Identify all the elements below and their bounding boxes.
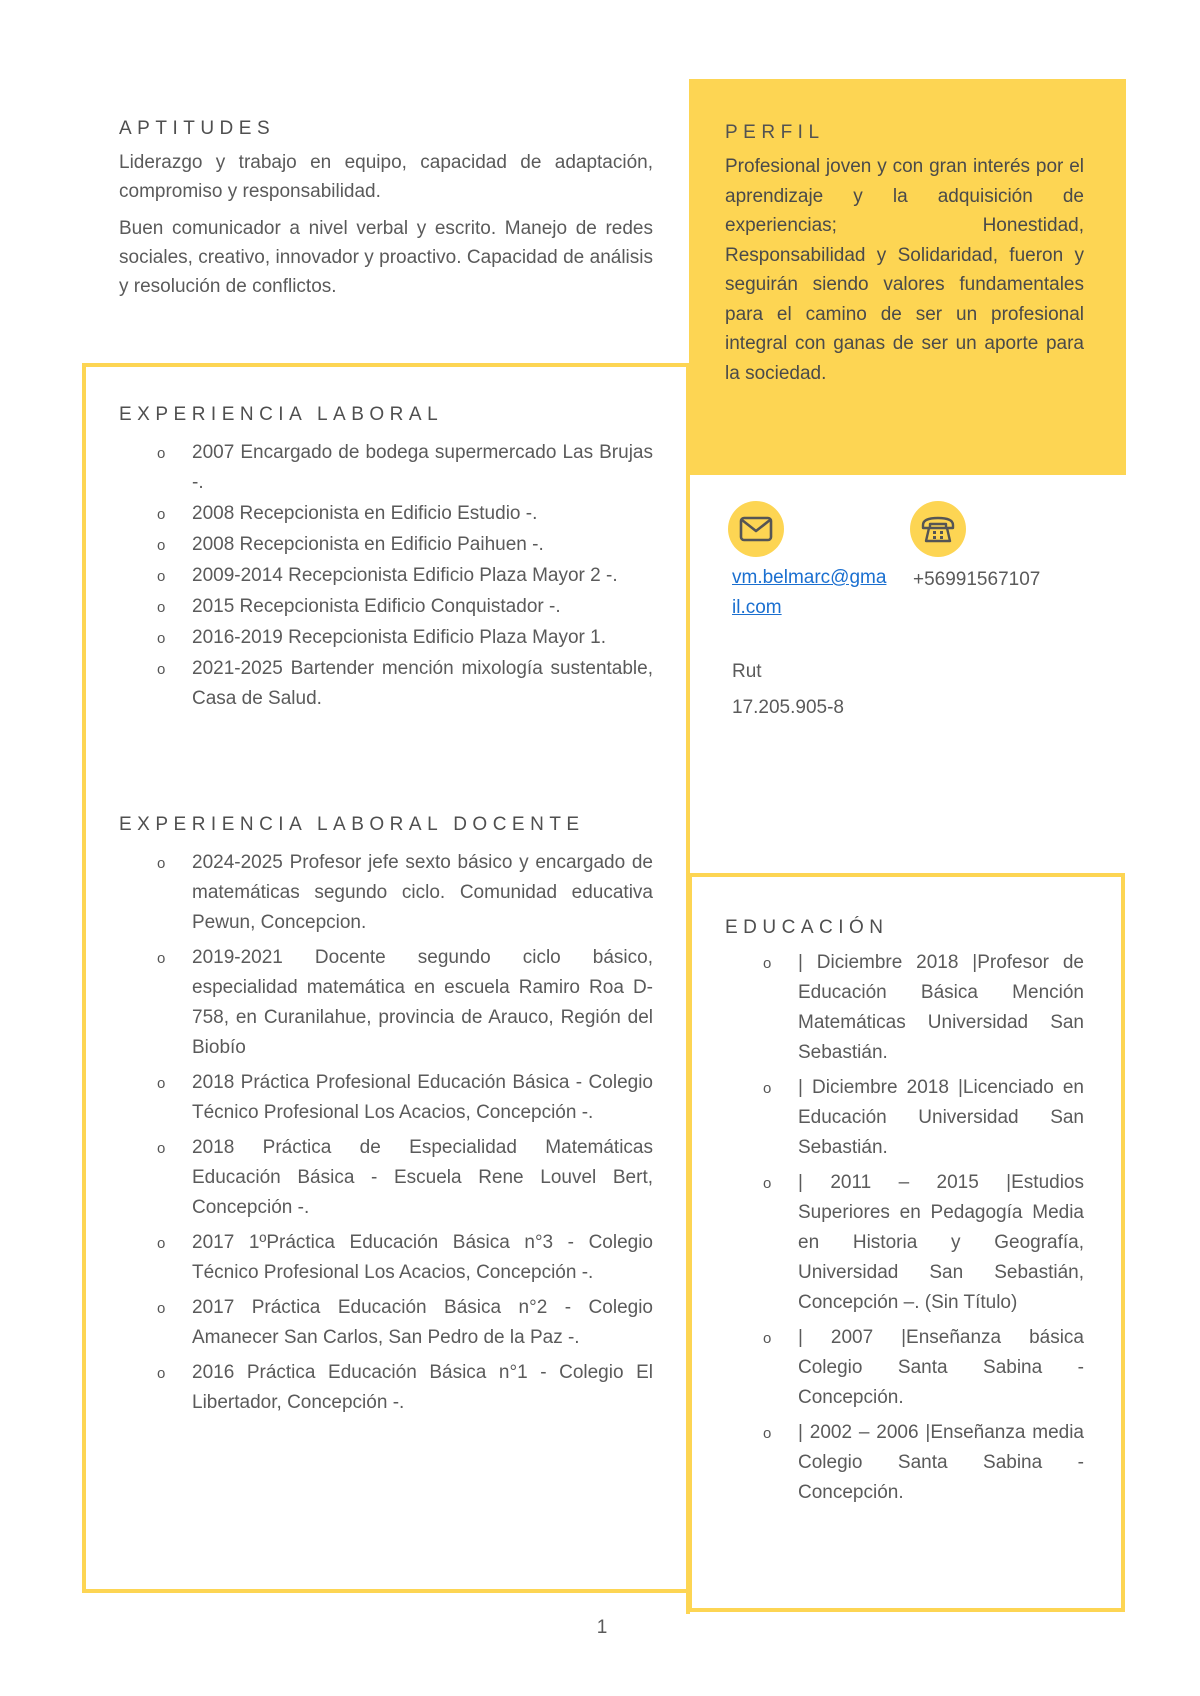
- perfil-heading: PERFIL: [725, 122, 825, 143]
- list-item: o 2019-2021 Docente segundo ciclo básico, especialidad matemática en escuela Ramiro Roa D-758, en Curanilahue, provincia de Arauco, Región del Biobío: [192, 943, 653, 1063]
- aptitudes-heading: APTITUDES: [119, 118, 276, 139]
- list-item: o | 2011 – 2015 |Estudios Superiores en Pedagogía Media en Historia y Geografía, Universidad San Sebastián, Concepción –. (Sin Título): [798, 1168, 1084, 1318]
- list-item: o 2016 Práctica Educación Básica n°1 - Colegio El Libertador, Concepción -.: [192, 1358, 653, 1418]
- aptitudes-paragraph-1: Liderazgo y trabajo en equipo, capacidad de adaptación, compromiso y responsabilidad.: [119, 152, 653, 202]
- list-item: o 2016-2019 Recepcionista Edificio Plaza Mayor 1.: [192, 623, 653, 653]
- list-item: o | 2007 |Enseñanza básica Colegio Santa Sabina - Concepción.: [798, 1323, 1084, 1413]
- list-item: o | Diciembre 2018 |Profesor de Educación Básica Mención Matemáticas Universidad San Sebastián.: [798, 948, 1084, 1068]
- email-link[interactable]: vm.belmarc@gmail.com: [732, 567, 887, 618]
- list-item: o 2015 Recepcionista Edificio Conquistador -.: [192, 592, 653, 622]
- list-item: o | 2002 – 2006 |Enseñanza media Colegio Santa Sabina - Concepción.: [798, 1418, 1084, 1508]
- experiencia-docente-section: [119, 814, 653, 1423]
- aptitudes-section: [119, 118, 653, 301]
- experiencia-laboral-list: [192, 438, 653, 714]
- list-item: o 2017 Práctica Educación Básica n°2 - Colegio Amanecer San Carlos, San Pedro de la Paz -.: [192, 1293, 653, 1353]
- educacion-list: [798, 948, 1084, 1508]
- list-item: o 2021-2025 Bartender mención mixología sustentable, Casa de Salud.: [192, 654, 653, 714]
- list-item: o 2009-2014 Recepcionista Edificio Plaza Mayor 2 -.: [192, 561, 653, 591]
- list-item: o 2018 Práctica de Especialidad Matemáticas Educación Básica - Escuela Rene Louvel Bert, Concepción -.: [192, 1133, 653, 1223]
- list-item: o 2008 Recepcionista en Edificio Paihuen -.: [192, 530, 653, 560]
- aptitudes-paragraph-2: Buen comunicador a nivel verbal y escrito. Manejo de redes sociales, creativo, innovador y proactivo. Capacidad de análisis y resolución de conflictos.: [119, 218, 653, 297]
- page-number: 1: [596, 1617, 608, 1638]
- list-item: o 2008 Recepcionista en Edificio Estudio -.: [192, 499, 653, 529]
- experiencia-laboral-heading: EXPERIENCIA LABORAL: [119, 404, 444, 425]
- list-item: o 2007 Encargado de bodega supermercado Las Brujas -.: [192, 438, 653, 498]
- list-item: o 2017 1ºPráctica Educación Básica n°3 - Colegio Técnico Profesional Los Acacios, Concepción -.: [192, 1228, 653, 1288]
- experiencia-docente-heading: EXPERIENCIA LABORAL DOCENTE: [119, 814, 585, 835]
- rut-label: Rut: [732, 661, 762, 682]
- telephone-icon: [910, 501, 966, 557]
- rut-value: 17.205.905-8: [732, 697, 844, 718]
- perfil-section: [725, 122, 1084, 388]
- list-item: o 2018 Práctica Profesional Educación Básica - Colegio Técnico Profesional Los Acacios, Concepción -.: [192, 1068, 653, 1128]
- perfil-text: Profesional joven y con gran interés por el aprendizaje y la adquisición de experiencias; Honestidad, Responsabilidad y Solidaridad, fueron y seguirán siendo valores fundamentales para el camino de ser un profesional integral con ganas de ser un aporte para la sociedad.: [725, 156, 1084, 384]
- envelope-icon: [728, 501, 784, 557]
- list-item: o | Diciembre 2018 |Licenciado en Educación Universidad San Sebastián.: [798, 1073, 1084, 1163]
- educacion-section: [725, 917, 1084, 1513]
- experiencia-laboral-section: [119, 404, 653, 715]
- educacion-heading: EDUCACIÓN: [725, 917, 889, 938]
- experiencia-docente-list: [192, 848, 653, 1418]
- phone-number: +56991567107: [913, 569, 1041, 590]
- list-item: o 2024-2025 Profesor jefe sexto básico y encargado de matemáticas segundo ciclo. Comunidad educativa Pewun, Concepcion.: [192, 848, 653, 938]
